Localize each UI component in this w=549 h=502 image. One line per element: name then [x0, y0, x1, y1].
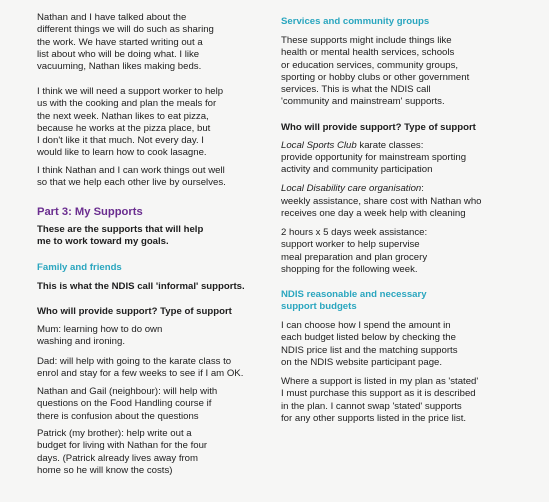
disability-org-colon: :: [421, 183, 424, 194]
who-heading-left: Who will provide support? Type of support: [37, 306, 232, 317]
part-intro: These are the supports that will help me to work toward my goals.: [37, 224, 204, 248]
intro-paragraph-3: I think Nathan and I can work things out well so that we help each other live by ourselves.: [37, 165, 226, 189]
who-heading-right: Who will provide support? Type of support: [281, 122, 476, 133]
budget-text-1: I can choose how I spend the amount in each budget listed below by checking the NDIS price list and the matching supports on the NDIS website participant page.: [281, 320, 458, 368]
family-intro: This is what the NDIS call 'informal' supports.: [37, 281, 245, 292]
intro-paragraph-1: Nathan and I have talked about the different things we will do such as sharing the work. We have started writing out a list about who will be doing what. I like vacuuming, Nathan likes making beds.: [37, 12, 214, 73]
nathan-gail-support: Nathan and Gail (neighbour): will help with questions on the Food Handling course if there is confusion about the questions: [37, 386, 218, 422]
dad-support: Dad: will help with going to the karate class to enrol and stay for a few weeks to see if I am OK.: [37, 356, 244, 380]
sports-club-name: Local Sports Club: [281, 140, 357, 151]
intro-paragraph-2: I think we will need a support worker to help us with the cooking and plan the meals for the next week. Nathan likes to eat pizza, because he works at the pizza place, but I don't like it that much. Not every day. I would like to learn how to cook lasagne.: [37, 86, 224, 159]
services-heading: Services and community groups: [281, 16, 430, 27]
mum-support: Mum: learning how to do own washing and ironing.: [37, 324, 163, 348]
sports-club-line: [281, 140, 423, 152]
family-heading: Family and friends: [37, 262, 122, 273]
patrick-support: Patrick (my brother): help write out a budget for living with Nathan for the four days. (Patrick already lives away from home so he will know the costs): [37, 428, 208, 476]
disability-org-text: weekly assistance, share cost with Nathan who receives one day a week help with cleaning: [281, 196, 482, 220]
part-title: Part 3: My Supports: [37, 206, 143, 218]
hours-assistance-text: 2 hours x 5 days week assistance: support worker to help supervise meal preparation and plan grocery shopping for the following week.: [281, 227, 428, 275]
reasonable-budgets-heading: NDIS reasonable and necessary support budgets: [281, 289, 427, 313]
sports-club-type: karate classes:: [356, 140, 424, 151]
services-text: These supports might include things like health or mental health services, schools or education services, community groups, sporting or hobby clubs or other government services. This is what the NDIS call 'community and mainstream' supports.: [281, 35, 470, 108]
budget-text-2: Where a support is listed in my plan as 'stated' I must purchase this support as it is described in the plan. I cannot swap 'stated' supports for any other supports listed in the price list.: [281, 376, 479, 424]
sports-club-text: provide opportunity for mainstream sporting activity and community participation: [281, 152, 467, 176]
disability-org-line: [281, 183, 424, 195]
disability-org-name: Local Disability care organisation: [281, 183, 422, 194]
